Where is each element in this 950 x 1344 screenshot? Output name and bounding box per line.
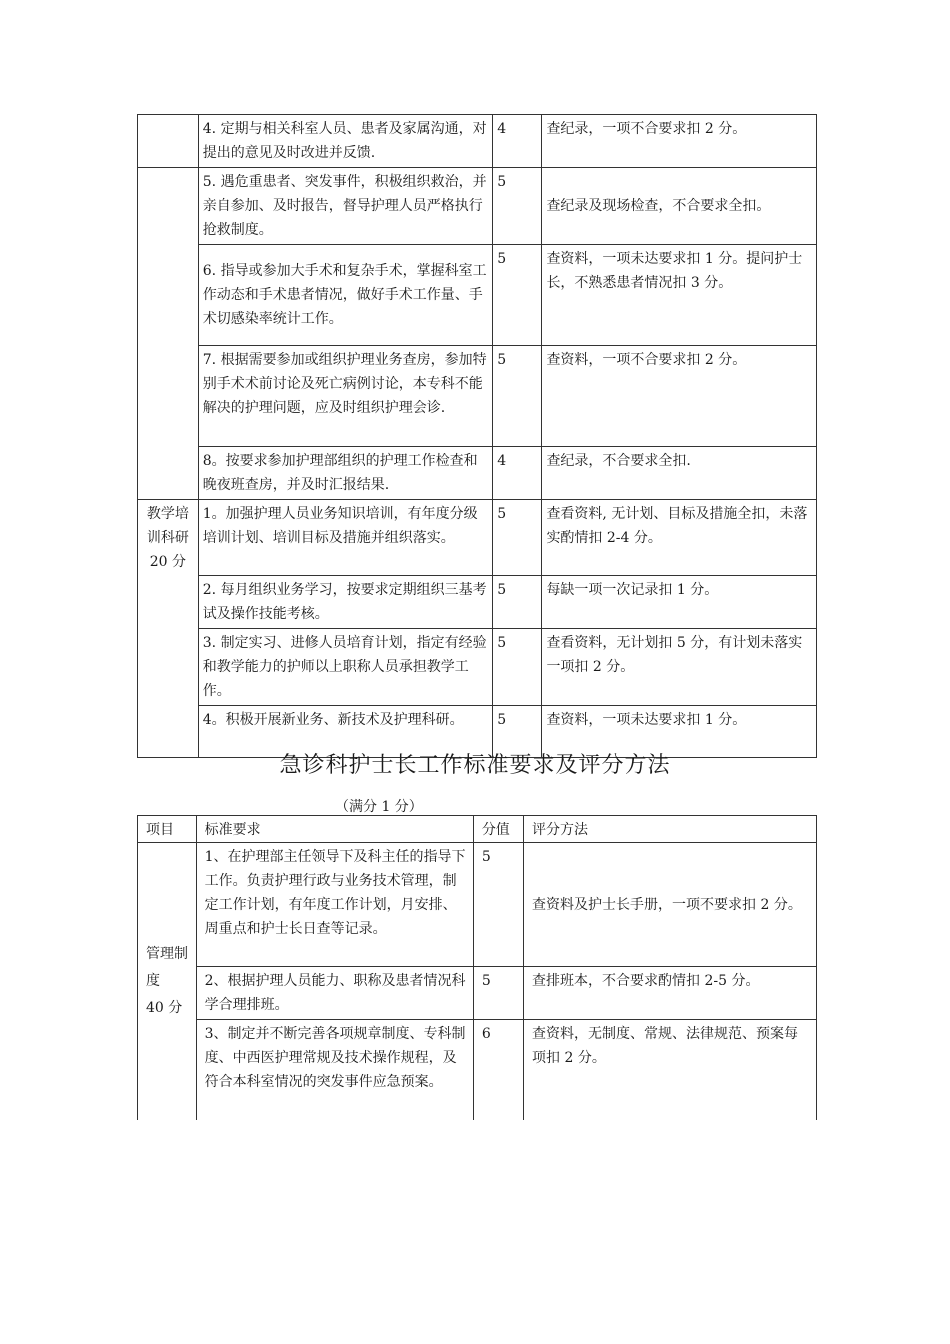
table-row — [138, 629, 817, 706]
method-cell: 查资料，一项未达要求扣 1 分。提问护士长，不熟悉患者情况扣 3 分。 — [542, 245, 817, 346]
standard-cell: 1。加强护理人员业务知识培训，有年度分级培训计划、培训目标及措施并组织落实。 — [198, 500, 492, 576]
table-row — [138, 500, 817, 576]
method-cell: 查看资料，无计划扣 5 分，有计划未落实一项扣 2 分。 — [542, 629, 817, 706]
header-standard: 标准要求 — [196, 816, 473, 843]
score-cell: 5 — [493, 245, 542, 346]
document-subtitle: （满分 1 分） — [335, 799, 423, 815]
table-row — [138, 843, 817, 967]
standard-cell: 5. 遇危重患者、突发事件，积极组织救治，并亲自参加、及时报告，督导护理人员严格执行抢救制度。 — [198, 168, 492, 245]
score-cell: 5 — [493, 706, 542, 758]
document-title: 急诊科护士长工作标准要求及评分方法 — [279, 753, 671, 778]
table-row — [138, 168, 817, 245]
category-label: 管理制度 — [146, 945, 188, 989]
standard-cell: 4。积极开展新业务、新技术及护理科研。 — [198, 706, 492, 758]
method-cell: 查资料，一项不合要求扣 2 分。 — [542, 346, 817, 447]
score-cell: 5 — [473, 843, 523, 967]
category-score: 20 分 — [149, 554, 187, 570]
category-cell — [138, 500, 199, 758]
category-score: 40 分 — [146, 999, 183, 1016]
standard-cell: 1、在护理部主任领导下及科主任的指导下工作。负责护理行政与业务技术管理，制定工作计划，有年度工作计划，月安排、周重点和护士长日查等记录。 — [196, 843, 473, 967]
method-cell: 查资料，一项未达要求扣 1 分。 — [542, 706, 817, 758]
scoring-table — [137, 815, 817, 1120]
score-cell: 5 — [493, 500, 542, 576]
method-cell: 查纪录及现场检查，不合要求全扣。 — [542, 168, 817, 245]
table-row — [138, 1020, 817, 1120]
score-cell: 6 — [473, 1020, 523, 1120]
score-cell: 5 — [493, 168, 542, 245]
standard-cell: 2. 每月组织业务学习，按要求定期组织三基考试及操作技能考核。 — [198, 576, 492, 629]
table-row — [138, 576, 817, 629]
category-cell — [138, 168, 199, 500]
standard-cell: 3. 制定实习、进修人员培育计划，指定有经验和教学能力的护师以上职称人员承担教学工作。 — [198, 629, 492, 706]
score-cell: 4 — [493, 447, 542, 500]
header-method: 评分方法 — [524, 816, 817, 843]
score-cell: 5 — [493, 346, 542, 447]
standard-cell: 7. 根据需要参加或组织护理业务查房，参加特别手术术前讨论及死亡病例讨论，本专科不能解决的护理问题，应及时组织护理会诊. — [198, 346, 492, 447]
table-row — [138, 245, 817, 346]
standard-cell: 2、根据护理人员能力、职称及患者情况科学合理排班。 — [196, 967, 473, 1020]
table-row — [138, 447, 817, 500]
method-cell: 查纪录，一项不合要求扣 2 分。 — [542, 115, 817, 168]
table-row — [138, 115, 817, 168]
method-cell: 查资料，无制度、常规、法律规范、预案每项扣 2 分。 — [524, 1020, 817, 1120]
method-cell: 每缺一项一次记录扣 1 分。 — [542, 576, 817, 629]
method-cell: 查资料及护士长手册，一项不要求扣 2 分。 — [524, 843, 817, 967]
score-cell: 5 — [493, 629, 542, 706]
scoring-table-continued — [137, 114, 817, 758]
score-cell: 4 — [493, 115, 542, 168]
table-row — [138, 346, 817, 447]
table-header-row — [138, 816, 817, 843]
method-cell: 查纪录，不合要求全扣. — [542, 447, 817, 500]
score-cell: 5 — [493, 576, 542, 629]
header-item: 项目 — [138, 816, 197, 843]
standard-cell: 3、制定并不断完善各项规章制度、专科制度、中西医护理常规及技术操作规程，及符合本科室情况的突发事件应急预案。 — [196, 1020, 473, 1120]
category-label: 教学培训科研 — [146, 506, 189, 546]
table-row — [138, 967, 817, 1020]
header-score: 分值 — [473, 816, 523, 843]
standard-cell: 4. 定期与相关科室人员、患者及家属沟通，对提出的意见及时改进并反馈. — [198, 115, 492, 168]
category-cell — [138, 843, 197, 1120]
method-cell: 查排班本，不合要求酌情扣 2-5 分。 — [524, 967, 817, 1020]
standard-cell: 8。按要求参加护理部组织的护理工作检查和晚夜班查房，并及时汇报结果. — [198, 447, 492, 500]
standard-cell: 6. 指导或参加大手术和复杂手术，掌握科室工作动态和手术患者情况，做好手术工作量、手术切感染率统计工作。 — [198, 245, 492, 346]
method-cell: 查看资料, 无计划、目标及措施全扣，未落实酌情扣 2-4 分。 — [542, 500, 817, 576]
score-cell: 5 — [473, 967, 523, 1020]
category-cell — [138, 115, 199, 168]
